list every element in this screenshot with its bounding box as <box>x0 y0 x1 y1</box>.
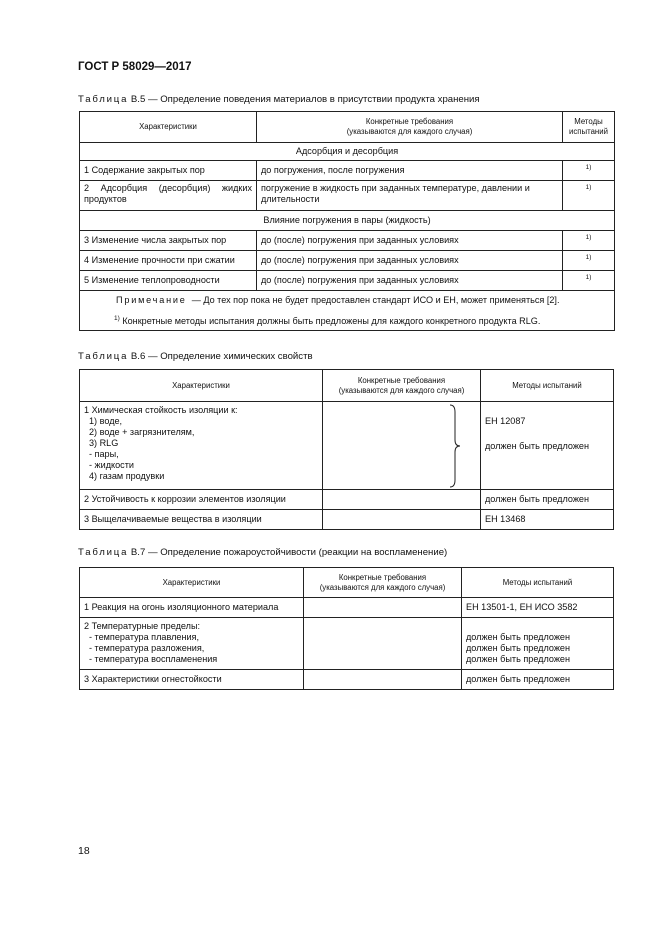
header-methods: Методы испытаний <box>563 112 615 143</box>
table-row: 3 Характеристики огнестойкости должен быть предложен <box>80 670 614 690</box>
table-row: 3 Выщелачиваемые вещества в изоляции ЕН 13468 <box>80 510 614 530</box>
table-note: Примечание — До тех пор пока не будет предоставлен стандарт ИСО и ЕН, может применяться [2]. <box>80 291 615 311</box>
table-row: 2 Адсорбция (десорбция) жидких продуктов погружение в жидкость при заданных температуре, давлении и длительности 1) <box>80 181 615 211</box>
table-row: 2 Температурные пределы: - температура плавления, - температура разложения, - температура воспламенения должен быть предложен должен быть предложен должен быть предложен <box>80 618 614 670</box>
chemical-resistance-cell: 1 Химическая стойкость изоляции к: 1) воде, 2) воде + загрязнителям, 3) RLG - пары, - жидкости 4) газам продувки <box>80 402 323 490</box>
table-b7-caption: Таблица В.7 — Определение пожароустойчивости (реакции на воспламенение) <box>78 547 448 558</box>
header-requirements: Конкретные требования (указываются для каждого случая) <box>304 568 462 598</box>
table-row: 5 Изменение теплопроводности до (после) погружения при заданных условиях 1) <box>80 271 615 291</box>
header-requirements: Конкретные требования (указываются для каждого случая) <box>323 370 481 402</box>
header-methods: Методы испытаний <box>481 370 614 402</box>
table-row: 4 Изменение прочности при сжатии до (после) погружения при заданных условиях 1) <box>80 251 615 271</box>
methods-cell: ЕН 12087 должен быть предложен <box>481 402 614 490</box>
table-b6-caption: Таблица В.6 — Определение химических свойств <box>78 351 313 362</box>
table-row: 1 Реакция на огонь изоляционного материала ЕН 13501-1, ЕН ИСО 3582 <box>80 598 614 618</box>
section-vapour-immersion: Влияние погружения в пары (жидкость) <box>80 211 615 231</box>
caption-prefix: Таблица <box>78 94 129 105</box>
right-brace-icon <box>449 404 461 488</box>
table-footnote: $^{1)}$ Конкретные методы испытания должны быть предложены для каждого конкретного продукта RLG. <box>80 311 615 331</box>
header-requirements: Конкретные требования (указываются для каждого случая) <box>257 112 563 143</box>
document-header: ГОСТ Р 58029—2017 <box>78 61 192 73</box>
table-row: 1 Содержание закрытых пор до погружения, после погружения 1) <box>80 161 615 181</box>
caption-text: В.5 — Определение поведения материалов в присутствии продукта хранения <box>130 94 480 105</box>
table-b7 <box>79 567 614 690</box>
table-b6 <box>79 369 614 530</box>
table-b5-caption <box>78 94 480 105</box>
table-b5 <box>79 111 615 331</box>
table-row: 2 Устойчивость к коррозии элементов изоляции должен быть предложен <box>80 490 614 510</box>
header-methods: Методы испытаний <box>462 568 614 598</box>
page-number: 18 <box>78 845 90 857</box>
section-adsorption: Адсорбция и десорбция <box>80 143 615 161</box>
requirements-cell <box>323 402 481 490</box>
header-characteristics: Характеристики <box>80 370 323 402</box>
header-characteristics: Характеристики <box>80 112 257 143</box>
table-row: 3 Изменение числа закрытых пор до (после) погружения при заданных условиях 1) <box>80 231 615 251</box>
header-characteristics: Характеристики <box>80 568 304 598</box>
table-row <box>80 402 614 490</box>
